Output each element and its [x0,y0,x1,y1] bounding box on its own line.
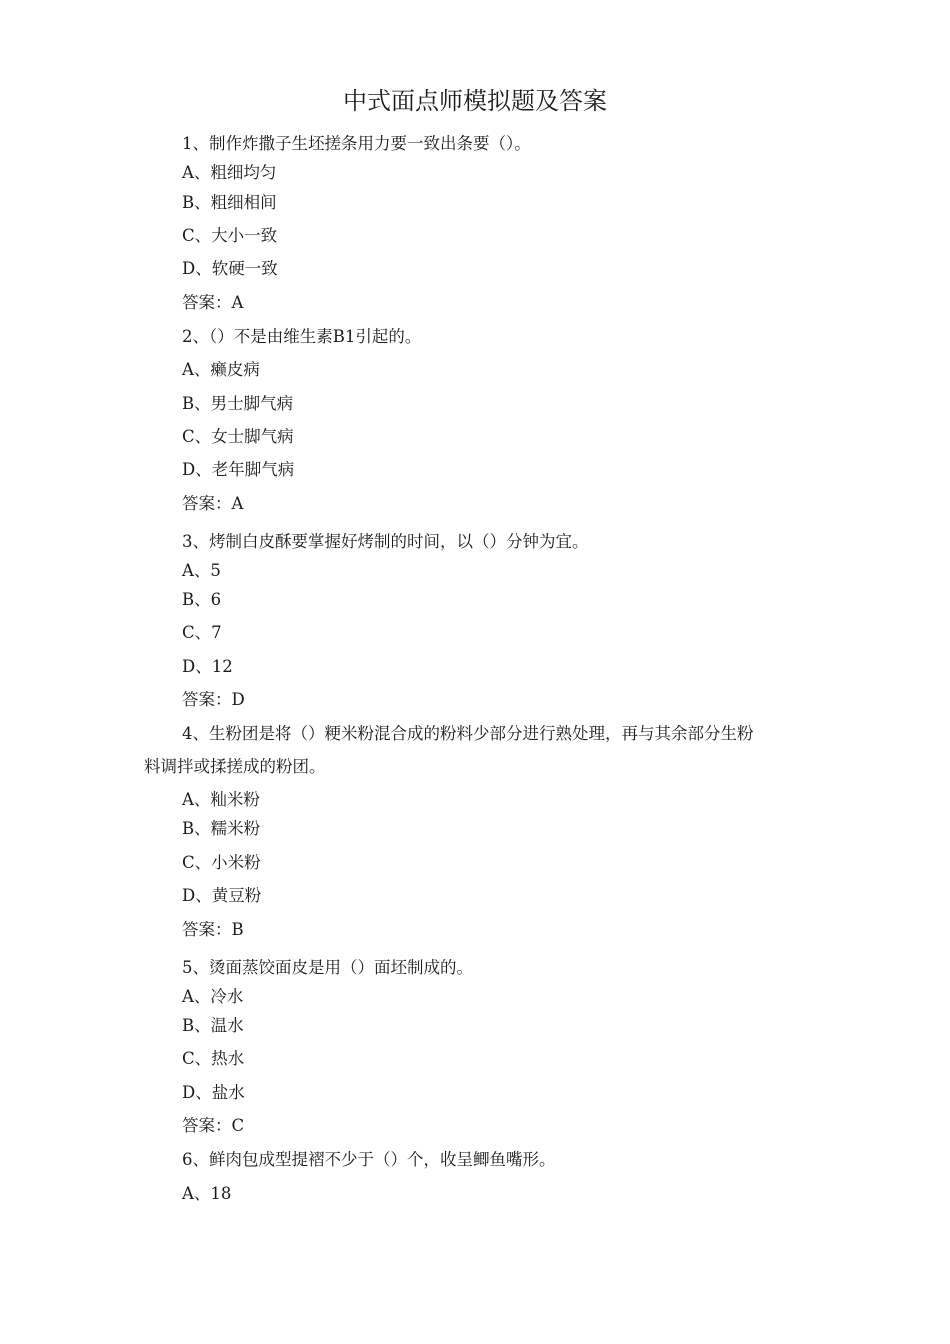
question-3-option-b: B、6 [182,590,222,609]
question-3-option-c: C、7 [182,623,222,642]
question-5-answer: 答案：C [182,1116,245,1135]
question-6-stem: 6、鲜肉包成型提褶不少于（）个，收呈鲫鱼嘴形。 [182,1150,556,1169]
question-1-stem: 1、制作炸撒子生坯搓条用力要一致出条要（）。 [182,134,531,153]
question-1-option-a: A、粗细均匀 [182,163,277,182]
question-5-option-d: D、盐水 [182,1083,245,1102]
question-4-answer: 答案：B [182,920,244,939]
question-4-option-c: C、小米粉 [182,853,261,872]
question-5-option-b: B、温水 [182,1016,244,1035]
question-1-option-c: C、大小一致 [182,226,278,245]
question-2-option-b: B、男士脚气病 [182,394,294,413]
question-5-option-c: C、热水 [182,1049,245,1068]
question-5-stem: 5、烫面蒸饺面皮是用（）面坯制成的。 [182,958,473,977]
question-3-option-d: D、12 [182,657,233,676]
question-3-option-a: A、5 [182,561,221,580]
question-4-stem-continued: 料调拌或揉搓成的粉团。 [144,757,326,776]
question-3-stem: 3、烤制白皮酥要掌握好烤制的时间，以（）分钟为宜。 [182,532,589,551]
question-1-option-b: B、粗细相间 [182,193,277,212]
question-4-option-d: D、黄豆粉 [182,886,262,905]
question-2-stem: 2、（）不是由维生素B1引起的。 [182,327,422,346]
question-2-option-c: C、女士脚气病 [182,427,294,446]
question-3-answer: 答案：D [182,690,245,709]
question-2-answer: 答案：A [182,494,244,513]
question-4-stem: 4、生粉团是将（）粳米粉混合成的粉料少部分进行熟处理，再与其余部分生粉 [182,724,754,743]
question-1-answer: 答案：A [182,293,244,312]
question-2-option-d: D、老年脚气病 [182,460,295,479]
question-1-option-d: D、软硬一致 [182,259,278,278]
question-6-option-a: A、18 [182,1184,232,1203]
question-4-option-b: B、糯米粉 [182,819,261,838]
document-title: 中式面点师模拟题及答案 [343,87,607,115]
question-4-option-a: A、籼米粉 [182,790,260,809]
question-2-option-a: A、癞皮病 [182,360,260,379]
question-5-option-a: A、冷水 [182,987,244,1006]
